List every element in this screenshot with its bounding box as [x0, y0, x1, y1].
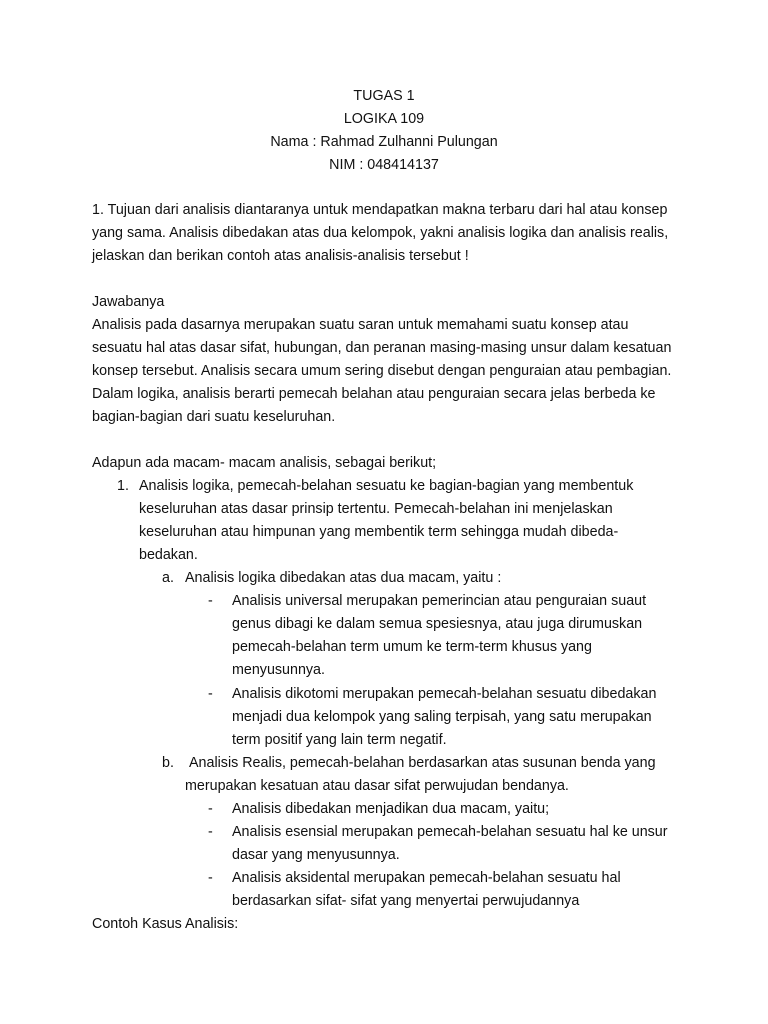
- list-item-text: [139, 475, 633, 567]
- document-header: [0, 85, 768, 177]
- course-code: LOGIKA 109: [343, 111, 425, 127]
- list-item-line: bedakan.: [139, 547, 198, 563]
- example-heading: Contoh Kasus Analisis:: [92, 916, 239, 932]
- bullet-line: berdasarkan sifat- sifat yang menyertai perwujudannya: [232, 893, 580, 909]
- bullet-line: Analisis dibedakan menjadikan dua macam, yaitu;: [232, 801, 550, 817]
- bullet-dash: -: [208, 824, 213, 840]
- bullet-line: Analisis dikotomi merupakan pemecah-belahan sesuatu dibedakan: [232, 686, 657, 702]
- sub-item-line: merupakan kesatuan atau dasar sifat perwujudan bendanya.: [185, 778, 569, 794]
- bullet-line: Analisis esensial merupakan pemecah-belahan sesuatu hal ke unsur: [232, 824, 668, 840]
- answer-line: Analisis pada dasarnya merupakan suatu saran untuk memahami suatu konsep atau: [92, 317, 629, 333]
- question-line: jelaskan dan berikan contoh atas analisis-analisis tersebut !: [92, 248, 469, 264]
- bullet-line: dasar yang menyusunnya.: [232, 847, 400, 863]
- student-name: Nama : Rahmad Zulhanni Pulungan: [270, 134, 498, 150]
- answer-line: bagian-bagian dari suatu keseluruhan.: [92, 409, 336, 425]
- bullet-line: Analisis universal merupakan pemerincian atau penguraian suaut: [232, 593, 647, 609]
- question-line: yang sama. Analisis dibedakan atas dua kelompok, yakni analisis logika dan analisis realis,: [92, 225, 669, 241]
- list-item-line: keseluruhan atas dasar prinsip tertentu. Pemecah-belahan ini menjelaskan: [139, 501, 613, 517]
- sub-item-text: [189, 752, 656, 775]
- bullet-dash: -: [208, 870, 213, 886]
- bullet-line: genus dibagi ke dalam semua spesiesnya, atau juga dirumuskan: [232, 616, 643, 632]
- assignment-title: TUGAS 1: [353, 88, 415, 104]
- bullet-dash: -: [208, 686, 213, 702]
- sub-item-text: [185, 567, 501, 590]
- student-nim: NIM : 048414137: [329, 157, 439, 173]
- sub-item-line: Analisis logika dibedakan atas dua macam, yaitu :: [185, 570, 502, 586]
- answer-line: konsep tersebut. Analisis secara umum sering disebut dengan penguraian atau pembagian.: [92, 363, 672, 379]
- sub-item-line: Analisis Realis, pemecah-belahan berdasarkan atas susunan benda yang: [189, 755, 656, 771]
- bullet-dash: -: [208, 593, 213, 609]
- bullet-text: [232, 821, 668, 867]
- bullet-text: [232, 798, 549, 821]
- bullet-line: menjadi dua kelompok yang saling terpisah, yang satu merupakan: [232, 709, 652, 725]
- sub-item-letter: a.: [162, 570, 174, 586]
- list-number: 1.: [117, 478, 129, 494]
- bullet-text: [232, 590, 646, 682]
- answer-line: Dalam logika, analisis berarti pemecah belahan atau penguraian secara jelas berbeda ke: [92, 386, 656, 402]
- types-intro: [92, 452, 682, 475]
- list-item-line: Analisis logika, pemecah-belahan sesuatu ke bagian-bagian yang membentuk: [139, 478, 634, 494]
- bullet-line: pemecah-belahan term umum ke term-term khusus yang: [232, 639, 592, 655]
- types-intro-text: Adapun ada macam- macam analisis, sebagai berikut;: [92, 455, 437, 471]
- sub-item-text-continued: [185, 775, 569, 798]
- bullet-line: menyusunnya.: [232, 662, 325, 678]
- bullet-line: Analisis aksidental merupakan pemecah-belahan sesuatu hal: [232, 870, 621, 886]
- answer-section: [92, 291, 682, 429]
- sub-item-letter: b.: [162, 755, 174, 771]
- bullet-text: [232, 683, 656, 752]
- bullet-dash: -: [208, 801, 213, 817]
- list-item-line: keseluruhan atau himpunan yang membentik term sehingga mudah dibeda-: [139, 524, 619, 540]
- bullet-line: term positif yang lain term negatif.: [232, 732, 447, 748]
- answer-heading: Jawabanya: [92, 294, 165, 310]
- example-heading-block: [92, 913, 682, 936]
- question-line: 1. Tujuan dari analisis diantaranya untuk mendapatkan makna terbaru dari hal atau konsep: [92, 202, 668, 218]
- answer-line: sesuatu hal atas dasar sifat, hubungan, dan peranan masing-masing unsur dalam kesatuan: [92, 340, 672, 356]
- question-paragraph: [92, 199, 682, 268]
- bullet-text: [232, 867, 621, 913]
